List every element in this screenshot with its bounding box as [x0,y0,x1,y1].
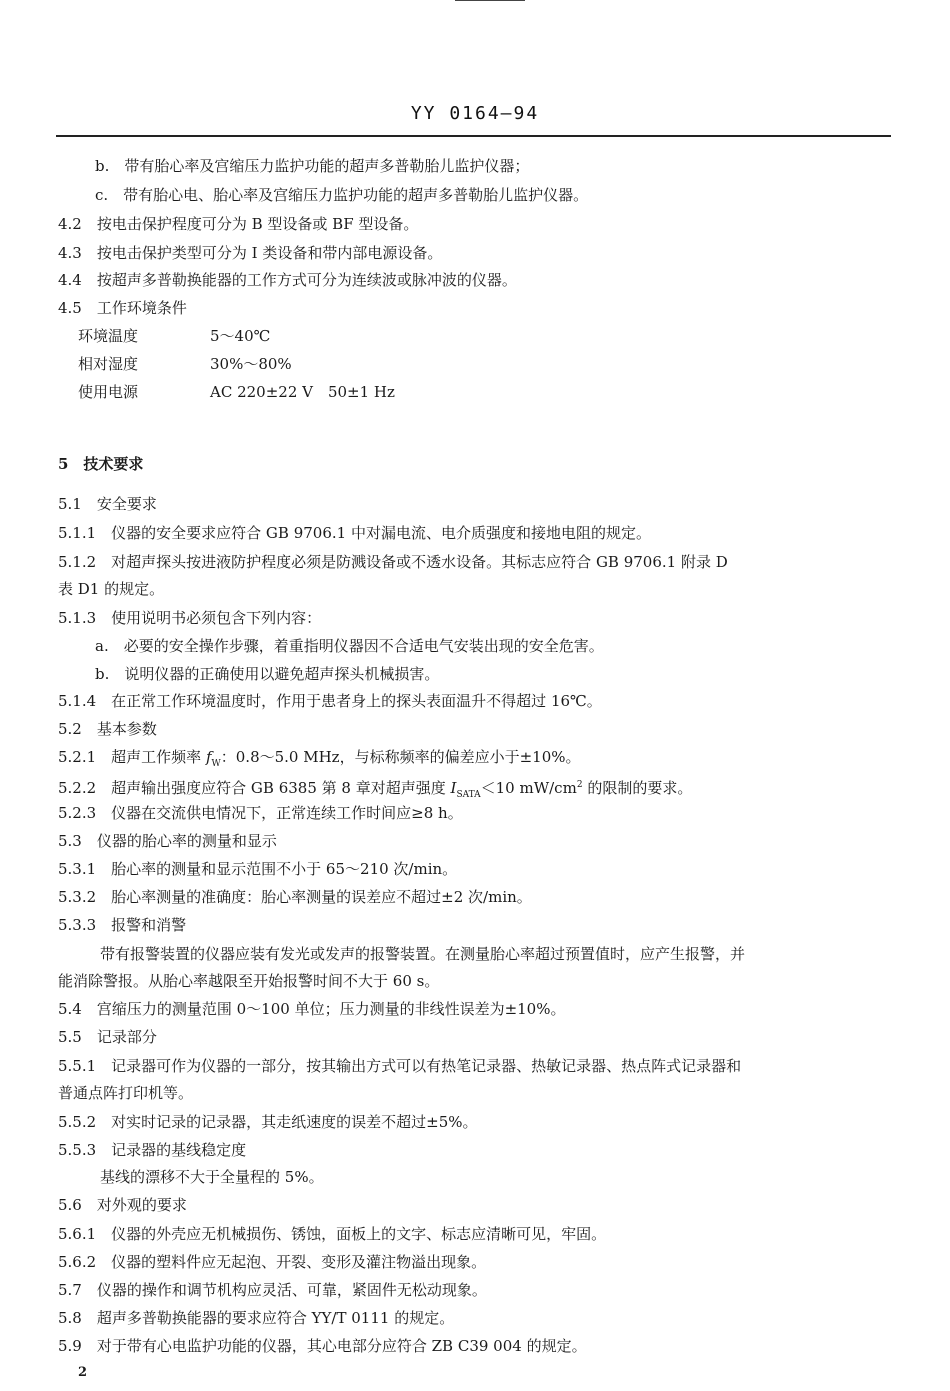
clause-5-2-3: 5.2.3 仪器在交流供电情况下，正常连续工作时间应≥8 h。 [58,804,463,822]
list-item-a: a. 必要的安全操作步骤，着重指明仪器因不合适电气安装出现的安全危害。 [95,637,604,655]
clause-5-5-3: 5.5.3 记录器的基线稳定度 [58,1141,247,1159]
clause-5-2-2: 5.2.2 超声输出强度应符合 GB 6385 第 8 章对超声强度 $I_{SATA}<10$ $mW/cm^2$ 的限制的要求。 [58,779,693,800]
clause-5-8: 5.8 超声多普勒换能器的要求应符合 YY/T 0111 的规定。 [58,1309,455,1327]
clause-5-4: 5.4 宫缩压力的测量范围 0～100 单位；压力测量的非线性误差为±10%。 [58,1000,566,1018]
clause-5-5-1: 5.5.1 记录器可作为仪器的一部分，按其输出方式可以有热笔记录器、热敏记录器、热点阵式记录器和 [58,1057,742,1075]
clause-5-9: 5.9 对于带有心电监护功能的仪器，其心电部分应符合 ZB C39 004 的规定。 [58,1337,587,1355]
clause-5-7: 5.7 仪器的操作和调节机构应灵活、可靠，紧固件无松动现象。 [58,1281,487,1299]
section-5-title: 5 技术要求 [58,455,144,473]
clause-5-3-3-body: 带有报警装置的仪器应装有发光或发声的报警装置。在测量胎心率超过预置值时，应产生报警，并 [100,945,746,963]
list-item-b: b. 带有胎心率及宫缩压力监护功能的超声多普勒胎儿监护仪器； [95,157,530,175]
clause-5-5-3-body: 基线的漂移不大于全量程的 5%。 [100,1168,324,1186]
clause-5-5: 5.5 记录部分 [58,1028,157,1046]
header-rule [56,135,891,137]
clause-5-1-4: 5.1.4 在正常工作环境温度时，作用于患者身上的探头表面温升不得超过 16℃。 [58,692,602,710]
clause-4-2: 4.2 按电击保护程度可分为 B 型设备或 BF 型设备。 [58,215,419,233]
clause-5-3-3: 5.3.3 报警和消警 [58,916,187,934]
env-power-value: AC 220±22 V 50±1 Hz [210,383,395,401]
clause-4-5: 4.5 工作环境条件 [58,299,187,317]
env-temp-label: 环境温度 [78,327,139,345]
clause-5-6: 5.6 对外观的要求 [58,1196,187,1214]
env-humidity-label: 相对湿度 [78,355,139,373]
clause-4-4: 4.4 按超声多普勒换能器的工作方式可分为连续波或脉冲波的仪器。 [58,271,517,289]
clause-5-6-1: 5.6.1 仪器的外壳应无机械损伤、锈蚀，面板上的文字、标志应清晰可见，牢固。 [58,1225,607,1243]
clause-5-3: 5.3 仪器的胎心率的测量和显示 [58,832,277,850]
clause-5-1: 5.1 安全要求 [58,495,157,513]
standard-number-header: YY 0164—94 [410,103,540,124]
clause-5-1-2-cont: 表 D1 的规定。 [58,580,165,598]
clause-5-3-1: 5.3.1 胎心率的测量和显示范围不小于 65～210 次/min。 [58,860,458,878]
clause-5-2-1: 5.2.1 超声工作频率 $f_W$：0.8～5.0 MHz，与标称频率的偏差应小于±10%。 [58,748,581,769]
clause-5-2: 5.2 基本参数 [58,720,157,738]
clause-5-1-1: 5.1.1 仪器的安全要求应符合 GB 9706.1 中对漏电流、电介质强度和接地电阻的规定。 [58,524,651,542]
clause-5-3-2: 5.3.2 胎心率测量的准确度：胎心率测量的误差应不超过±2 次/min。 [58,888,532,906]
list-item-c: c. 带有胎心电、胎心率及宫缩压力监护功能的超声多普勒胎儿监护仪器。 [95,186,589,204]
clause-5-6-2: 5.6.2 仪器的塑料件应无起泡、开裂、变形及灌注物溢出现象。 [58,1253,487,1271]
clause-5-3-3-body-cont: 能消除警报。从胎心率越限至开始报警时间不大于 60 s。 [58,972,440,990]
page-number: 2 [78,1365,88,1380]
clause-5-1-2: 5.1.2 对超声探头按进液防护程度必须是防溅设备或不透水设备。其标志应符合 GB 9706.1 附录 D [58,553,728,571]
env-temp-value: 5～40℃ [210,327,271,345]
clause-4-3: 4.3 按电击保护类型可分为 I 类设备和带内部电源设备。 [58,244,443,262]
clause-5-5-1-cont: 普通点阵打印机等。 [58,1084,194,1102]
env-humidity-value: 30%～80% [210,355,292,373]
clause-5-5-2: 5.5.2 对实时记录的记录器，其走纸速度的误差不超过±5%。 [58,1113,478,1131]
env-power-label: 使用电源 [78,383,139,401]
list-item-b2: b. 说明仪器的正确使用以避免超声探头机械损害。 [95,665,440,683]
clause-5-1-3: 5.1.3 使用说明书必须包含下列内容： [58,609,322,627]
top-edge-mark [455,0,525,1]
